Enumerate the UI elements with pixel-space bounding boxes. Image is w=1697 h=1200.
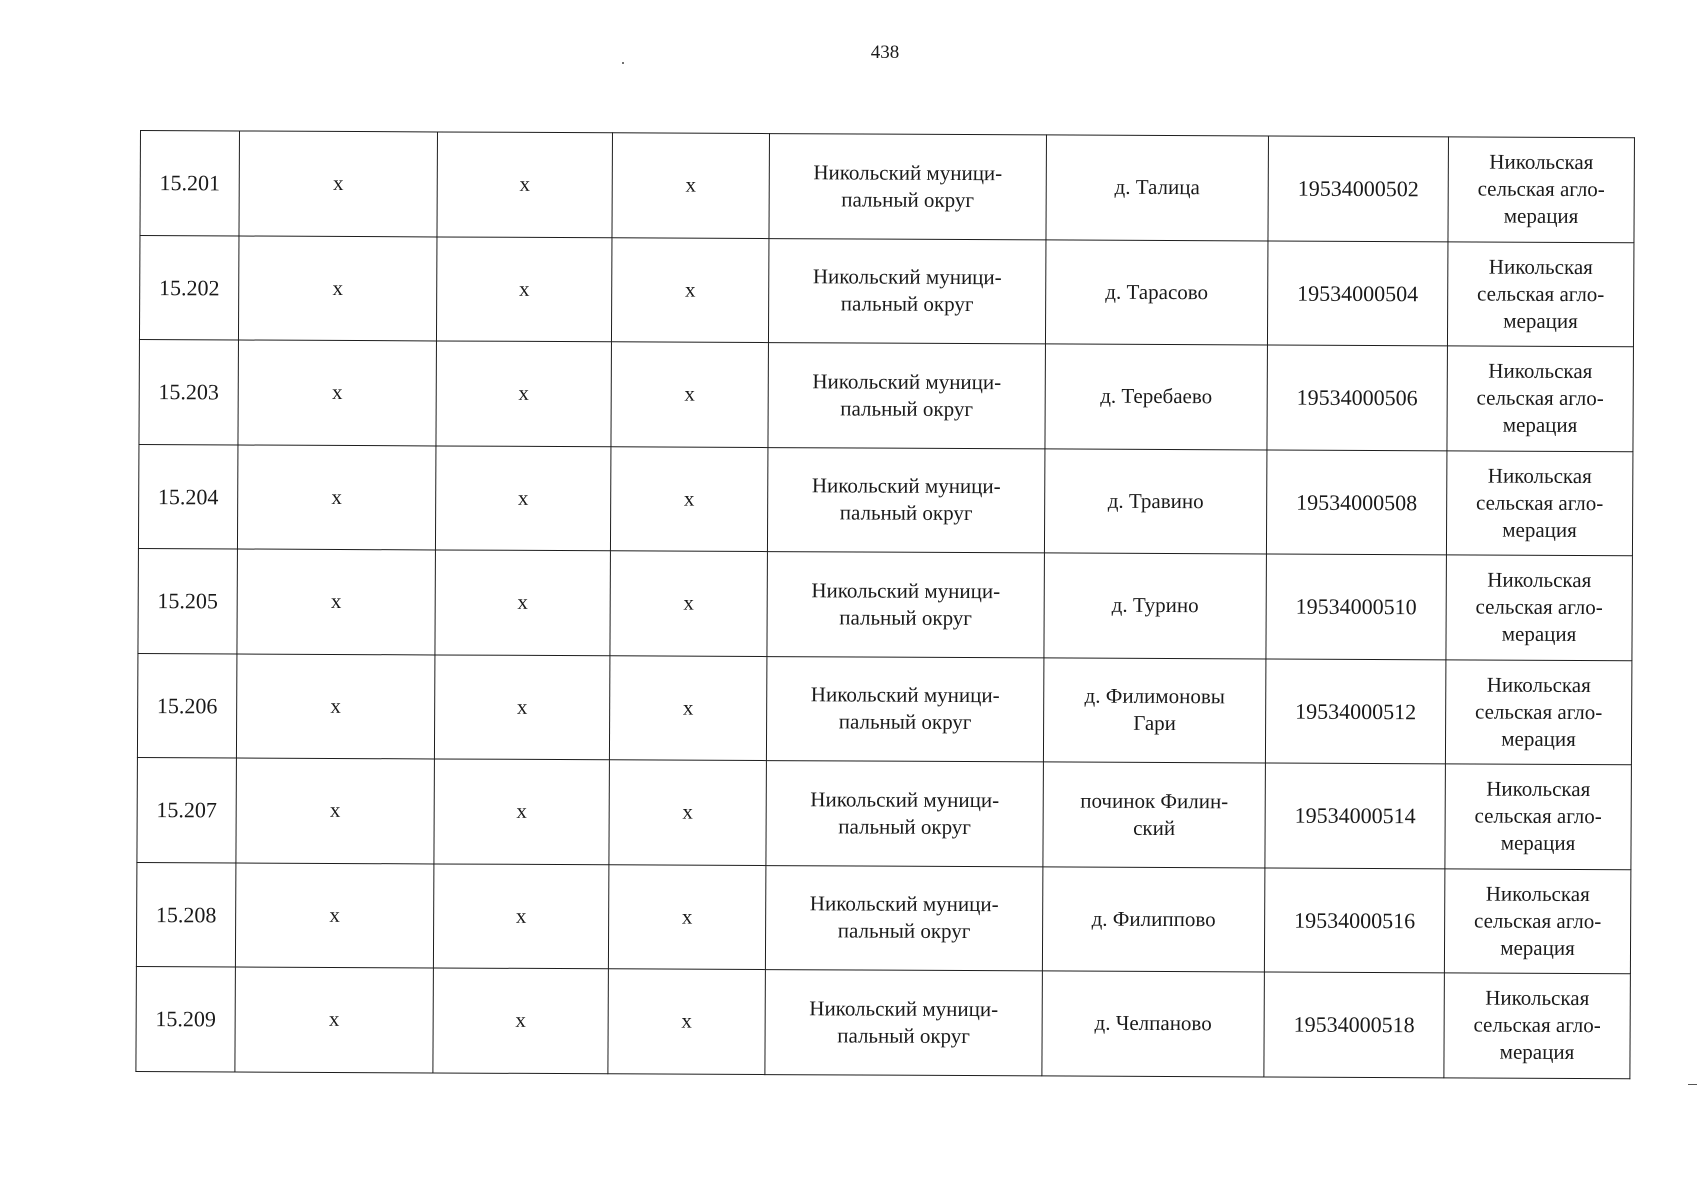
mark-cell-2: x — [433, 968, 609, 1073]
settlements-table — [135, 130, 1635, 1079]
district-cell: Никольский муници- пальный округ — [767, 447, 1045, 553]
mark-cell-3: x — [609, 655, 767, 760]
row-number-cell: 15.208 — [136, 862, 236, 967]
mark-cell-2: x — [435, 445, 611, 550]
district-cell: Никольский муници- пальный округ — [765, 970, 1043, 1076]
mark-cell-3: x — [609, 760, 767, 865]
mark-cell-3: x — [610, 446, 768, 551]
district-cell: Никольский муници- пальный округ — [766, 761, 1044, 867]
oktmo-code-cell: 19534000514 — [1265, 763, 1446, 868]
settlement-cell: д. Челпаново — [1042, 971, 1265, 1077]
mark-cell-2: x — [434, 654, 610, 759]
mark-cell-2: x — [434, 759, 610, 864]
agglomeration-cell: Никольская сельская агло- мерация — [1444, 973, 1631, 1078]
row-number-cell: 15.209 — [136, 966, 236, 1071]
agglomeration-cell: Никольская сельская агло- мерация — [1447, 241, 1634, 346]
oktmo-code-cell: 19534000502 — [1268, 136, 1449, 241]
settlement-cell: починок Филин- ский — [1043, 762, 1266, 868]
mark-cell-3: x — [611, 237, 769, 342]
oktmo-code-cell: 19534000510 — [1266, 554, 1447, 659]
mark-cell-1: x — [238, 340, 437, 445]
mark-cell-3: x — [612, 133, 770, 238]
mark-cell-1: x — [236, 758, 435, 863]
row-number-cell: 15.203 — [139, 339, 239, 444]
row-number-cell: 15.207 — [137, 757, 237, 862]
table-row — [138, 444, 1632, 556]
settlement-cell: д. Травино — [1044, 448, 1267, 554]
settlement-cell: д. Филиппово — [1042, 866, 1265, 972]
mark-cell-1: x — [238, 235, 437, 340]
table-row — [137, 757, 1631, 869]
oktmo-code-cell: 19534000512 — [1265, 659, 1446, 764]
agglomeration-cell: Никольская сельская агло- мерация — [1444, 868, 1631, 973]
table-row — [136, 862, 1630, 974]
scan-edge-mark — [1688, 1084, 1697, 1085]
district-cell: Никольский муници- пальный округ — [768, 238, 1046, 344]
mark-cell-2: x — [437, 132, 613, 237]
oktmo-code-cell: 19534000516 — [1264, 868, 1445, 973]
table-row — [139, 235, 1633, 347]
mark-cell-2: x — [436, 341, 612, 446]
oktmo-code-cell: 19534000506 — [1267, 345, 1448, 450]
row-number-cell: 15.201 — [140, 131, 240, 236]
oktmo-code-cell: 19534000508 — [1266, 450, 1447, 555]
mark-cell-3: x — [608, 969, 766, 1074]
district-cell: Никольский муници- пальный округ — [768, 343, 1046, 449]
settlement-cell: д. Турино — [1044, 553, 1267, 659]
row-number-cell: 15.204 — [138, 444, 238, 549]
district-cell: Никольский муници- пальный округ — [769, 134, 1047, 240]
settlement-cell: д. Теребаево — [1045, 344, 1268, 450]
table-row — [139, 339, 1633, 451]
district-cell: Никольский муници- пальный округ — [766, 656, 1044, 762]
settlements-table-wrapper — [135, 130, 1634, 1079]
row-number-cell: 15.202 — [139, 235, 239, 340]
district-cell: Никольский муници- пальный округ — [767, 552, 1045, 658]
table-row — [138, 548, 1632, 660]
mark-cell-2: x — [435, 550, 611, 655]
agglomeration-cell: Никольская сельская агло- мерация — [1447, 346, 1634, 451]
mark-cell-1: x — [235, 967, 434, 1072]
table-row — [140, 131, 1634, 243]
agglomeration-cell: Никольская сельская агло- мерация — [1446, 555, 1633, 660]
settlement-cell: д. Тарасово — [1045, 239, 1268, 345]
row-number-cell: 15.205 — [138, 548, 238, 653]
settlement-cell: д. Филимоновы Гари — [1043, 657, 1266, 763]
mark-cell-2: x — [433, 863, 609, 968]
mark-cell-3: x — [608, 864, 766, 969]
row-number-cell: 15.206 — [137, 653, 237, 758]
table-row — [136, 966, 1630, 1078]
mark-cell-1: x — [237, 549, 436, 654]
agglomeration-cell: Никольская сельская агло- мерация — [1448, 137, 1635, 242]
oktmo-code-cell: 19534000504 — [1267, 241, 1448, 346]
mark-cell-3: x — [611, 342, 769, 447]
mark-cell-3: x — [610, 551, 768, 656]
mark-cell-1: x — [235, 862, 434, 967]
agglomeration-cell: Никольская сельская агло- мерация — [1445, 764, 1632, 869]
oktmo-code-cell: 19534000518 — [1264, 972, 1445, 1077]
table-body — [136, 131, 1635, 1079]
agglomeration-cell: Никольская сельская агло- мерация — [1446, 450, 1633, 555]
mark-cell-2: x — [436, 236, 612, 341]
settlement-cell: д. Талица — [1046, 135, 1269, 241]
district-cell: Никольский муници- пальный округ — [765, 865, 1043, 971]
table-row — [137, 653, 1631, 765]
mark-cell-1: x — [239, 131, 438, 236]
mark-cell-1: x — [236, 653, 435, 758]
agglomeration-cell: Никольская сельская агло- мерация — [1445, 659, 1632, 764]
page-number: 438 — [870, 42, 900, 63]
scan-speck — [622, 62, 624, 64]
mark-cell-1: x — [237, 444, 436, 549]
